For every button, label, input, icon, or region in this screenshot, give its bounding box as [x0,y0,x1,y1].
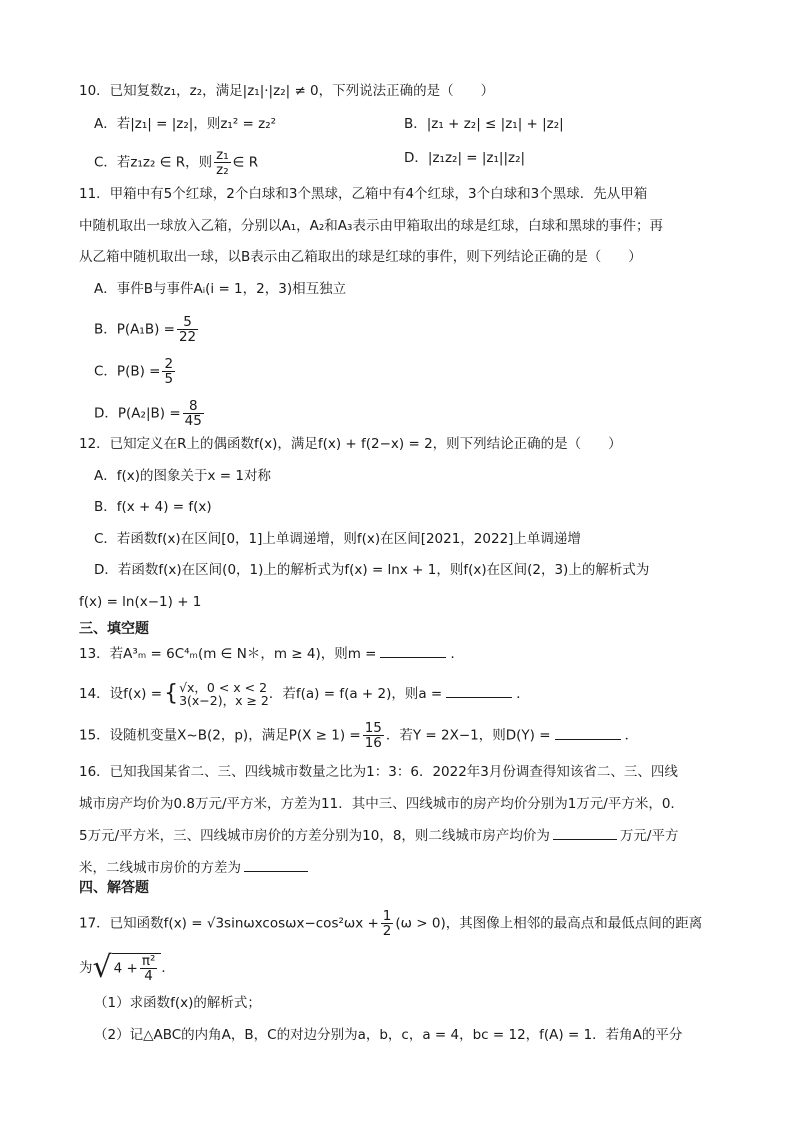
q16-line1: 16．已知我国某省二、三、四线城市数量之比为1：3：6．2022年3月份调查得知该省二、三、四线 [79,764,678,780]
q14-condition: ．若f(a) = f(a + 2)，则a = [268,686,443,702]
q17-pi-fraction [140,954,158,983]
q14-text: 14．设f(x) = [79,686,163,702]
radical-icon: √ [92,950,112,985]
q12-stem: 12．已知定义在R上的偶函数f(x)，满足f(x) + f(2−x) = 2，则下列结论正确的是（ ） [79,436,622,452]
q16-line2: 城市房产均价为0.8万元/平方米，方差为11．其中三、四线城市的房产均价分别为1万元/平方米，0. [79,796,675,812]
q10-option-b: B．|z₁ + z₂| ≤ |z₁| + |z₂| [404,116,564,132]
q16-answer-blank-1[interactable] [553,839,617,840]
q12-option-b: B．f(x + 4) = f(x) [94,499,212,515]
q16-line3-text: 5万元/平方米，三、四线城市房价的方差分别为10，8，则二线城市房产均价为 [79,828,550,844]
fraction-denominator: 16 [364,735,382,751]
q13-text: 13．若A³ₘ = 6C⁴ₘ(m ∈ N＊，m ≥ 4)，则m = [79,646,377,662]
q11-option-c-text: C．P(B) = [94,363,161,380]
q17-part1: （1）求函数f(x)的解析式； [94,995,261,1011]
q17-line1-text: 17．已知函数f(x) = √3sinωxcosωx−cos²ωx + [79,915,379,932]
q14-answer-blank[interactable] [446,697,512,698]
q17-line1-tail: (ω > 0)，其图像上相邻的最高点和最低点间的距离 [395,915,703,932]
q17-line2-text: 为 [79,960,93,976]
fraction-numerator: π² [141,953,156,969]
fraction-denominator: 4 [144,968,153,984]
q15-tail: ． [624,727,639,744]
fraction-denominator: z₂ [216,162,229,178]
q11-stem-line2: 中随机取出一球放入乙箱，分别以A₁，A₂和A₃表示由甲箱取出的球是红球，白球和黑球的事件；再 [79,218,663,234]
q11-option-c [94,357,177,386]
q12-option-c: C．若函数f(x)在区间[0，1]上单调递增，则f(x)在区间[2021，2022]上单调递增 [94,531,581,547]
q17-radicand [112,953,162,983]
q12-option-a: A．f(x)的图象关于x = 1对称 [94,468,271,484]
q10-option-d: D．|z₁z₂| = |z₁||z₂| [404,150,526,166]
q11-stem-line3: 从乙箱中随机取出一球，以B表示由乙箱取出的球是红球的事件，则下列结论正确的是（ ） [79,249,642,265]
fraction-denominator: 45 [184,413,202,429]
fraction-denominator: 5 [164,371,174,387]
q16-line3-tail: 万元/平方 [619,828,679,844]
q15-fraction [363,721,384,750]
fraction-numerator: z₁ [216,147,229,163]
q13-tail: ． [450,646,464,662]
fraction-numerator: 5 [177,315,198,330]
q17-line2-tail: ． [161,960,175,976]
q16-answer-blank-2[interactable] [244,871,308,872]
fraction-numerator: 1 [382,908,392,924]
q15-text: 15．设随机变量X~B(2，p)，满足P(X ≥ 1) = [79,727,361,744]
q14-case-1: √x，0 < x < 2 [179,680,268,695]
q17-radicand-term: 4 + [113,960,138,977]
fraction-numerator: 8 [183,399,204,414]
fraction-numerator: 2 [164,356,174,372]
q11-option-d-fraction [183,399,204,428]
q16-line4 [79,858,311,878]
q16-line4-text: 米，二线城市房价的方差为 [79,860,241,876]
section-heading-fill-in: 三、填空题 [79,621,149,637]
q16-line3 [79,826,678,846]
q11-option-c-fraction [162,357,175,386]
q17-line1 [79,909,702,938]
q11-option-a: A．事件B与事件Aᵢ(i = 1，2，3)相互独立 [94,281,347,297]
q10-stem: 10．已知复数z₁，z₂，满足|z₁|·|z₂| ≠ 0，下列说法正确的是（ ） [79,83,495,99]
brace-icon: { [164,681,179,706]
q11-option-d-text: D．P(A₂|B) = [94,405,181,422]
q10-option-c-fraction [214,148,231,177]
fraction-denominator: 22 [178,329,197,345]
q13 [79,644,464,664]
q10-option-c [94,148,258,177]
q17-half-fraction [381,909,394,938]
q15-condition: ．若Y = 2X−1，则D(Y) = [385,727,551,744]
q14-case-2: 3(x−2)，x ≥ 2 [179,693,269,708]
q10-option-c-tail: ∈ R [232,154,259,171]
q17-part2: （2）记△ABC的内角A，B，C的对边分别为a，b，c，a = 4，bc = 12，f(A) = 1．若角A的平分 [94,1027,683,1043]
q14-tail: ． [516,686,530,702]
q11-option-b-text: B．P(A₁B) = [94,321,175,338]
q14 [79,680,530,708]
q11-stem-line1: 11．甲箱中有5个红球，2个白球和3个黑球，乙箱中有4个红球，3个白球和3个黑球．先从甲箱 [79,186,648,202]
q14-piecewise-cases [179,681,269,707]
fraction-denominator: 2 [382,923,392,939]
q17-line2 [79,951,175,985]
q10-option-a: A．若|z₁| = |z₂|，则z₁² = z₂² [94,116,277,132]
q10-option-c-text: C．若z₁z₂ ∈ R，则 [94,154,213,171]
q13-answer-blank[interactable] [380,657,446,658]
q12-option-d-line1: D．若函数f(x)在区间(0，1)上的解析式为f(x) = lnx + 1，则f(x)在区间(2，3)上的解析式为 [94,562,650,578]
q11-option-d [94,399,206,428]
section-heading-solutions: 四、解答题 [79,880,149,896]
q11-option-b-fraction [177,315,198,344]
fraction-numerator: 15 [364,720,382,736]
q15-answer-blank[interactable] [555,739,621,740]
q15 [79,721,638,750]
q12-option-d-line2: f(x) = ln(x−1) + 1 [79,594,202,610]
q11-option-b [94,315,200,344]
